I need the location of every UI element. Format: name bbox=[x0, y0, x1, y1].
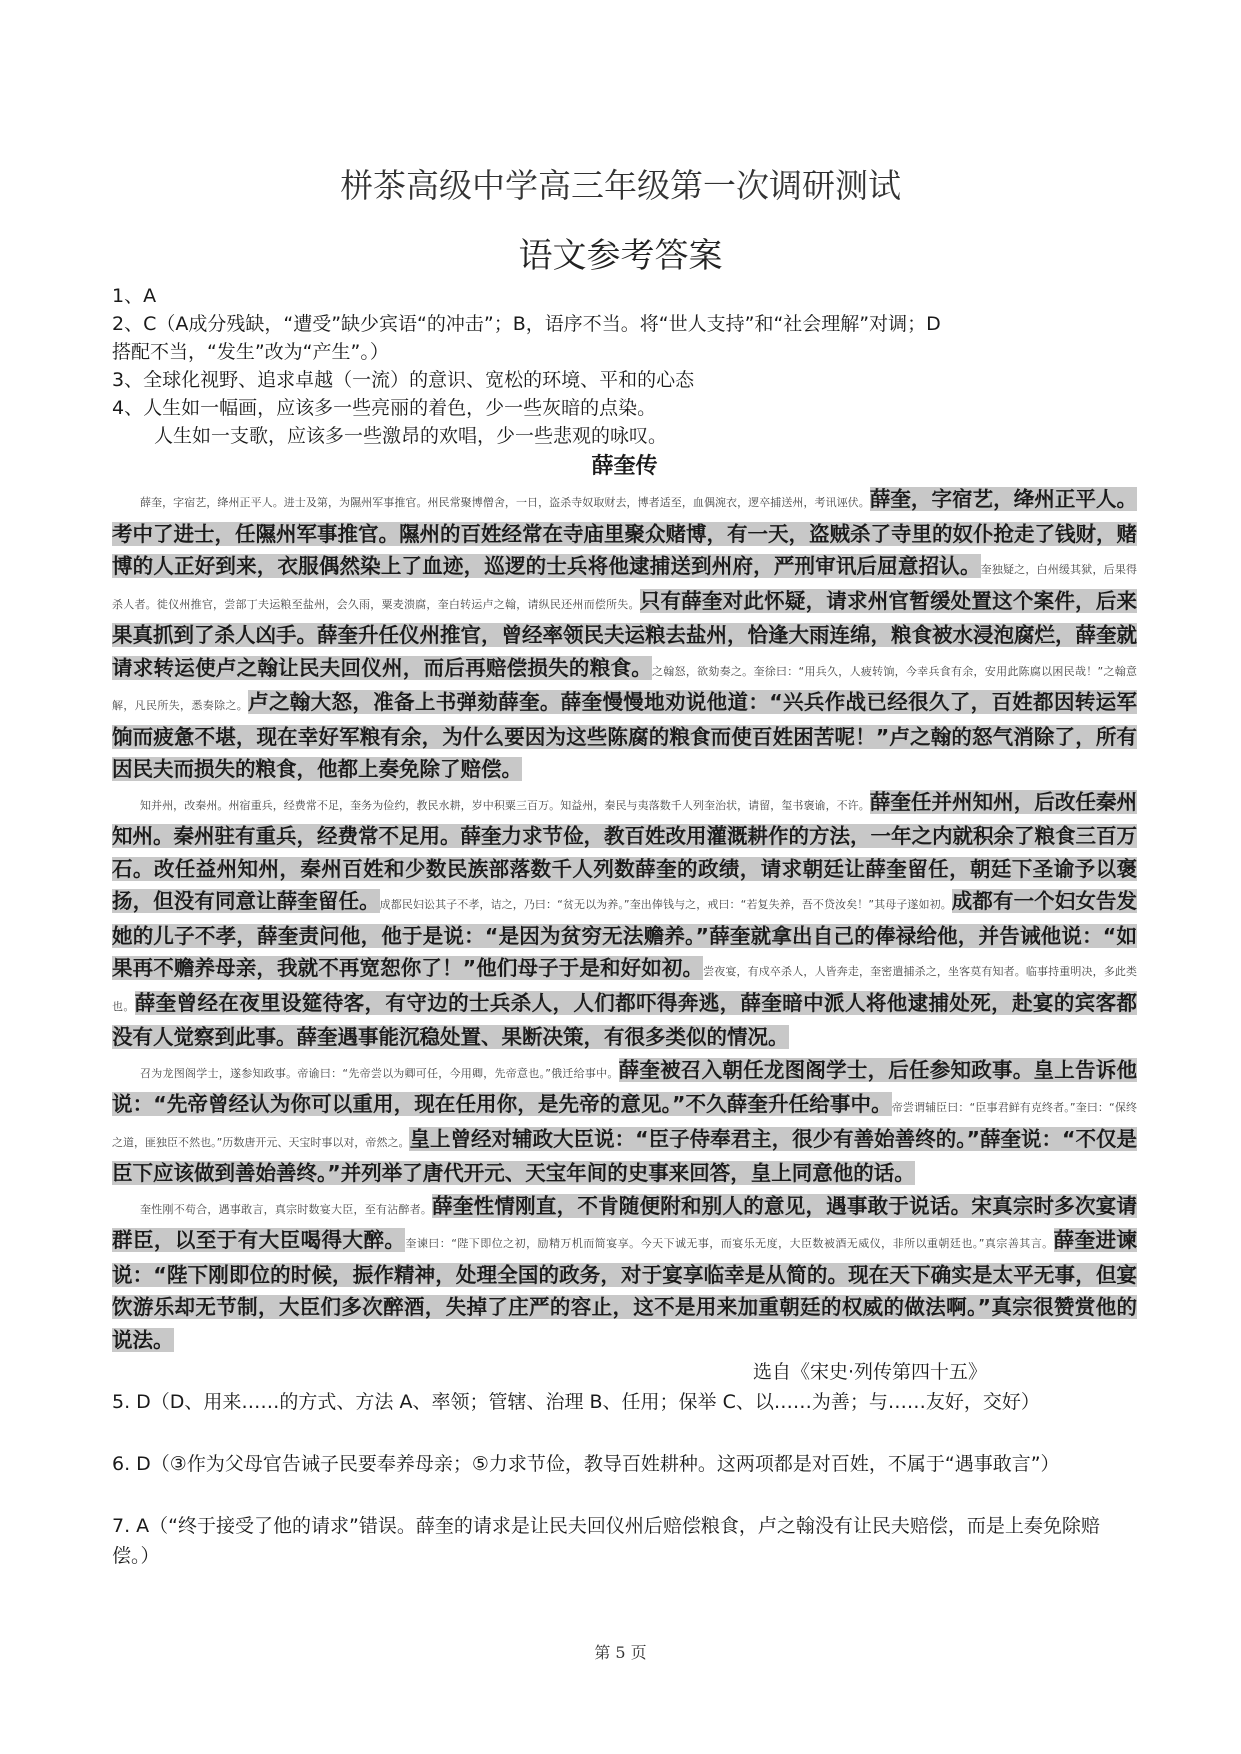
answer-q5: 5. D（D、用来……的方式、方法 A、率领；管辖、治理 B、任用；保举 C、以……为善；与……友好，交好） bbox=[112, 1391, 1040, 1413]
answer-body bbox=[112, 282, 1137, 1571]
passage-text bbox=[112, 484, 1137, 1357]
translation-text: 薛奎被召入朝任龙图阁学士，后任参知政事。皇上告诉他说：“先帝曾经认为你可以重用，现在任用你，是先帝的意见。”不久薛奎升任给事中。 bbox=[112, 1057, 1137, 1116]
answer-line-1: 1、A bbox=[112, 285, 157, 307]
translation-text: 薛奎，字宿艺，绛州正平人。考中了进士，任隰州军事推官。隰州的百姓经常在寺庙里聚众赌博，有一天，盗贼杀了寺里的奴仆抢走了钱财，赌博的人正好到来，衣服偶然染上了血迹，巡逻的士兵将他逮捕送到州府，严刑审讯后屈意招认。 bbox=[112, 487, 1138, 578]
passage-paragraph bbox=[112, 1191, 1137, 1358]
answer-q7: 7. A（“终于接受了他的请求”错误。薛奎的请求是让民夫回仪州后赔偿粮食，卢之翰没有让民夫赔偿，而是上奏免除赔偿。） bbox=[112, 1515, 1100, 1567]
answer-q6: 6. D（③作为父母官告诫子民要奉养母亲；⑤力求节俭，教导百姓耕种。这两项都是对百姓，不属于“遇事敢言”） bbox=[112, 1453, 1060, 1475]
translation-text: 卢之翰大怒，准备上书弹劾薛奎。薛奎慢慢地劝说他道：“兴兵作战已经很久了，百姓都因转运军饷而疲惫不堪，现在幸好军粮有余，为什么要因为这些陈腐的粮食而使百姓困苦呢！”卢之翰的怒气消除了，所有因民夫而损失的粮食，他都上奏免除了赔偿。 bbox=[112, 690, 1137, 781]
passage-paragraph bbox=[112, 787, 1137, 1055]
translation-text: 只有薛奎对此怀疑，请求州官暂缓处置这个案件，后来果真抓到了杀人凶手。薛奎升任仪州推官，曾经率领民夫运粮去盐州，恰逢大雨连绵，粮食被水浸泡腐烂，薛奎就请求转运使卢之翰让民夫回仪州，而后再赔偿损失的粮食。 bbox=[112, 588, 1138, 680]
answer-line-3: 3、全球化视野、追求卓越（一流）的意识、宽松的环境、平和的心态 bbox=[112, 369, 695, 391]
answer-line-2-cont: 搭配不当，“发生”改为“产生”。） bbox=[112, 341, 389, 363]
classical-text: 尝夜宴，有戍卒杀人，人皆奔走，奎密遣捕杀之，坐客莫有知者。临事持重明决，多此类也。 bbox=[112, 965, 1137, 1013]
passage-paragraph bbox=[112, 484, 1137, 787]
classical-text: 知并州，改秦州。州宿重兵，经费常不足，奎务为俭约，教民水耕，岁中积粟三百万。知益州，秦民与夷落数千人列奎治状，请留，玺书褒谕，不许。 bbox=[140, 798, 870, 812]
answer-line-2: 2、C（A成分残缺，“遭受”缺少宾语“的冲击”；B，语序不当。将“世人支持”和“社会理解”对调；D bbox=[112, 313, 941, 335]
classical-text: 奎独疑之，白州缓其狱，后果得杀人者。徙仪州推官，尝部丁夫运粮至盐州，会久雨，粟麦溃腐，奎白转运卢之翰，请纵民还州而偿所失。 bbox=[112, 563, 1138, 611]
passage-paragraph bbox=[112, 1055, 1137, 1191]
translation-text: 皇上曾经对辅政大臣说：“臣子侍奉君主，很少有善始善终的。”薛奎说：“不仅是臣下应该做到善始善终。”并列举了唐代开元、天宝年间的史事来回答，皇上同意他的话。 bbox=[112, 1126, 1138, 1185]
answer-line-4-cont: 人生如一支歌，应该多一些激昂的欢唱，少一些悲观的咏叹。 bbox=[154, 425, 668, 447]
translation-text: 薛奎曾经在夜里设筵待客，有守边的士兵杀人，人们都吓得奔逃，薛奎暗中派人将他逮捕处死，赴宴的宾客都没有人觉察到此事。薛奎遇事能沉稳处置、果断决策，有很多类似的情况。 bbox=[112, 990, 1138, 1049]
classical-text: 成都民妇讼其子不孝，诘之，乃曰：“贫无以为养。”奎出俸钱与之，戒曰：“若复失养，吾不贷汝矣！”其母子遂如初。 bbox=[379, 898, 952, 911]
subject-title: 语文参考答案 bbox=[518, 236, 723, 276]
translation-text: 薛奎性情刚直，不肯随便附和别人的意见，遇事敢于说话。宋真宗时多次宴请群臣，以至于有大臣喝得大醉。 bbox=[112, 1193, 1138, 1252]
passage-title: 薛奎传 bbox=[591, 454, 658, 479]
classical-text: 奎性刚不苟合，遇事敢言，真宗时数宴大臣，至有沾醉者。 bbox=[140, 1202, 433, 1216]
page-number: 第 5 页 bbox=[594, 1643, 647, 1662]
classical-text: 召为龙图阁学士，遂参知政事。帝谕曰：“先帝尝以为卿可任，今用卿，先帝意也。”俄迁给事中。 bbox=[140, 1066, 619, 1080]
translation-text: 成都有一个妇女告发她的儿子不孝，薛奎责问他，他于是说：“是因为贫穷无法赡养。”薛奎就拿出自己的俸禄给他，并告诫他说：“如果再不赡养母亲，我就不再宽恕你了！”他们母子于是和好如初。 bbox=[112, 889, 1138, 980]
translation-text: 薛奎任并州知州，后改任秦州知州。秦州驻有重兵，经费常不足用。薛奎力求节俭，教百姓改用灌溉耕作的方法，一年之内就积余了粮食三百万石。改任益州知州，秦州百姓和少数民族部落数千人列数薛奎的政绩，请求朝廷让薛奎留任，朝廷下圣谕予以褒扬，但没有同意让薛奎留任。 bbox=[112, 789, 1138, 913]
translation-text: 薛奎进谏说：“陛下刚即位的时候，振作精神，处理全国的政务，对于宴享临幸是从简的。现在天下确实是太平无事，但宴饮游乐却无节制，大臣们多次醉酒，失掉了庄严的容止，这不是用来加重朝廷的权威的做法啊。”真宗很赞赏他的说法。 bbox=[112, 1228, 1138, 1352]
passage-source: 选自《宋史·列传第四十五》 bbox=[752, 1361, 987, 1383]
classical-text: 之翰怒，欲劾奏之。奎徐曰：“用兵久，人疲转饷，今幸兵食有余，安用此陈腐以困民哉！”之翰意解，凡民所失，悉奏除之。 bbox=[112, 664, 1137, 712]
classical-text: 奎谏曰：“陛下即位之初，励精万机而简宴享。今天下诚无事，而宴乐无度，大臣数被酒无威仪，非所以重朝廷也。”真宗善其言。 bbox=[405, 1237, 1054, 1250]
answer-line-4: 4、人生如一幅画，应该多一些亮丽的着色，少一些灰暗的点染。 bbox=[112, 397, 657, 419]
classical-text: 帝尝谓辅臣曰：“臣事君鲜有克终者。”奎曰：“保终之道，匪独臣不然也。”历数唐开元、天宝时事以对，帝然之。 bbox=[112, 1101, 1137, 1149]
classical-text: 薛奎，字宿艺，绛州正平人。进士及第，为隰州军事推官。州民常聚博僧舍，一日，盗杀寺奴取财去，博者适至，血偶涴衣，逻卒捕送州，考讯诬伏。 bbox=[140, 496, 870, 509]
school-title: 栟茶高级中学高三年级第一次调研测试 bbox=[340, 166, 901, 205]
